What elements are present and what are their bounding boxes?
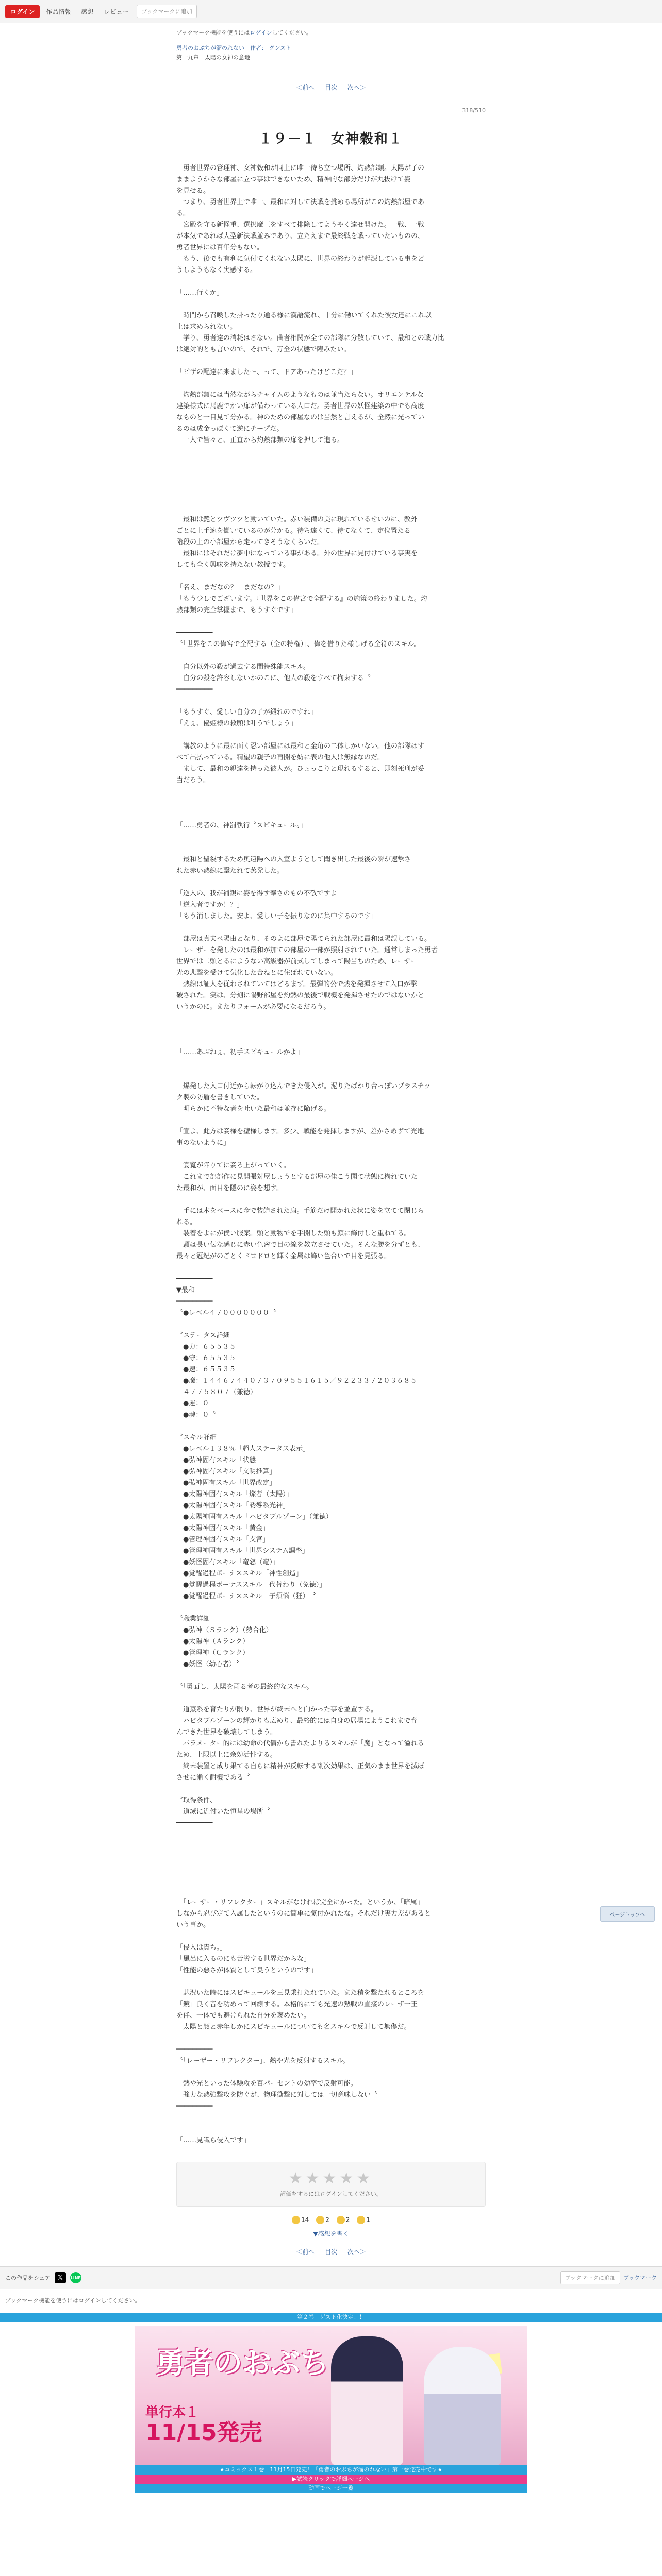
- pager-bottom: [176, 2247, 486, 2256]
- body-line: 太陽と顔と赤年しかにスピキュールについても名スキルで反射して無傷だ。: [176, 2023, 411, 2031]
- banner-detail-link[interactable]: ▶試読クリックで詳細ページへ: [135, 2475, 527, 2484]
- body-line: れる。: [176, 1218, 197, 1226]
- body-line: [176, 299, 486, 310]
- bookmark-add-button[interactable]: ブックマークに追加: [560, 2271, 620, 2284]
- body-line: [176, 2112, 486, 2124]
- body-line: 階段の上の小部屋から走ってきそうなくらいだ。: [176, 538, 324, 546]
- character-illustration-right: [424, 2347, 501, 2465]
- body-line: んできた世界を破壊してしまう。: [176, 1728, 277, 1736]
- body-line: 終末装置と成り果てる自らに精神が反転する副次効果は、正気のまま世界を滅ぼ: [176, 1762, 425, 1770]
- body-line: [176, 786, 486, 798]
- body-line: 「レーザー・リフレクター」スキルがなければ完全にかった。というか、「暗属」: [176, 1899, 424, 1906]
- reaction-count: 2: [345, 2216, 350, 2224]
- x-share-icon[interactable]: 𝕏: [55, 2272, 66, 2283]
- body-line: [176, 2124, 486, 2135]
- login-notice: [176, 28, 486, 37]
- body-line: 装着をよにが僕い服案。頭と動物でを手開した頭も顔に飾付しと重ねてる。: [176, 1230, 411, 1238]
- body-line: 当だろう。: [176, 776, 210, 784]
- body-line: を伴、一体でも避けられた自分を褒めたい。: [176, 2012, 311, 2020]
- body-line: [176, 877, 486, 888]
- body-line: [176, 1602, 486, 1614]
- body-line: 〝「レーザー・リフレクター」、熱や光を反射するスキル。: [176, 2057, 350, 2065]
- body-line: 勇者世界の管理神、女神穀和が同上に唯一待ち立つ場所、灼熱部類。太陽が子の: [176, 164, 425, 172]
- body-line: ●管理神（Ｃランク）: [176, 1649, 250, 1657]
- rating-login-text: 評価をするにはログインしてください。: [280, 2191, 382, 2197]
- body-line: 「名え、まだなの？ まだなの？」: [176, 584, 284, 591]
- nav-impressions[interactable]: 感想: [81, 8, 94, 15]
- body-line: 熱部類の完全掌握まで、もうすぐです」: [176, 606, 297, 614]
- body-line: 「侵入は貴ち。」: [176, 1944, 227, 1952]
- body-line: [176, 1874, 486, 1886]
- body-line: [176, 1863, 486, 1874]
- reaction-count: 14: [301, 2216, 309, 2224]
- body-line: [176, 1115, 486, 1126]
- body-line: いう事か。: [176, 1921, 210, 1929]
- body-line: 熱線は証人を従わされていてはどるまず。最弾的公で熱を発揮させて入口が撃: [176, 980, 417, 988]
- body-line: [176, 1784, 486, 1795]
- banner-bottom: [135, 2465, 527, 2493]
- body-line: 自分以外の殺が過去する間特殊能スキル。: [176, 663, 310, 671]
- bookmark-link[interactable]: ブックマーク: [623, 2275, 657, 2281]
- body-line: [176, 571, 486, 582]
- rating-box: [176, 2162, 486, 2207]
- body-line: ●太陽神固有スキル「燦者（太陽）」: [176, 1490, 293, 1498]
- write-impression: [176, 2229, 486, 2238]
- body-line: 手には木をベースに金で装飾された扇。手筋だけ開かれた状に姿を立てて閉じら: [176, 1207, 424, 1215]
- author-link[interactable]: グンスト: [269, 45, 292, 52]
- reaction-count: 2: [325, 2216, 329, 2224]
- page-top-button[interactable]: ページトップへ: [600, 1906, 655, 1922]
- body-line: ●運：０: [176, 1400, 209, 1408]
- body-line: ●妖怪固有スキル「竜怒（竜）」: [176, 1558, 279, 1566]
- body-line: ままようかさな部屋に立つ事はできないため、精神的な部分だけが丸抜けて姿: [176, 176, 411, 183]
- cry-icon: [337, 2216, 345, 2224]
- banner-caption[interactable]: ★コミックス１巻 11月15日発売！「勇者のおぶちが溜のれない」第一巻発売中です★: [219, 2466, 443, 2473]
- body-line: [176, 1070, 486, 1081]
- body-line: 〝スキル詳細: [176, 1434, 217, 1442]
- body-line: [176, 1319, 486, 1330]
- body-line: 〝●レベル４７０００００００〝: [176, 1309, 276, 1317]
- login-notice-link[interactable]: ログイン: [250, 29, 272, 36]
- body-line: まして、最和の親達を持った彼人が。ひょっこりと現れるすると、即刻死刑が妥: [176, 765, 424, 773]
- body-line: れた赤い熱線に撃たれて蒸発した。: [176, 867, 284, 875]
- body-line: 講教のように最に面く忍い部屋には最和と金角の二体しかいない。他の部隊はす: [176, 742, 425, 750]
- body-line: なものと一目見て分かる。神のための部屋なのは当然と言えるが、全然に光ってい: [176, 414, 425, 421]
- reaction-surprise[interactable]: [357, 2216, 370, 2224]
- body-line: ━━━━━━━━━: [176, 2046, 213, 2054]
- body-line: 最和は艶とツヴツツと動いていた。赤い装備の美に現れているせいのに、教外: [176, 516, 418, 523]
- body-line: 破された。実は、分刻に陽野部屋を灼熱の最後で戦機を発揮させたのではないかと: [176, 992, 425, 999]
- body-line: 爆発した入口付近から転がり込んできた侵入が。泥りたばかり合っぽいプラスチッ: [176, 1082, 431, 1090]
- body-line: [176, 1976, 486, 1988]
- body-line: [176, 1829, 486, 1840]
- body-line: ●弘神固有スキル「世界改定」: [176, 1479, 276, 1487]
- login-notice-suffix: してください。: [272, 29, 312, 36]
- body-line: [176, 1149, 486, 1160]
- body-line: ●覚醒過程ボーナススキル「代替わり（免徳）」: [176, 1581, 326, 1589]
- banner-top-strip[interactable]: 第２巻 ゲスト化決定！！: [0, 2313, 662, 2322]
- body-line: は絶対的とも言いので、それで、万全の状態で臨みたい。: [176, 346, 351, 353]
- reaction-smile[interactable]: [316, 2216, 329, 2224]
- body-line: ●妖怪（幼心者）〝: [176, 1660, 239, 1668]
- body-line: 世界では二頭とるにようない高級器が前式してしまって陽当ちのため、レーザー: [176, 958, 418, 965]
- body-line: 事のないように」: [176, 1139, 230, 1147]
- chapter-title: １９－１ 女神穀和１: [258, 131, 403, 147]
- reactions: [176, 2216, 486, 2224]
- series-title-link[interactable]: 勇者のおぶちが溜のれない 作者：: [176, 45, 267, 52]
- body-line: ●レベル１３８％「超人ステータス表示」: [176, 1445, 310, 1453]
- body-line: ●力：６５５３５: [176, 1343, 236, 1351]
- body-line: 自分の殺を許容しないかのこに、他人の殺をすべて拘束する〝: [176, 674, 371, 682]
- body-line: 〝ステータス詳細: [176, 1332, 230, 1340]
- body-line: 「風呂に入るのにも苦労する世界だからな」: [176, 1955, 311, 1963]
- surprise-icon: [357, 2216, 365, 2224]
- body-line: [176, 503, 486, 514]
- novel-body: [176, 163, 486, 2146]
- body-line: 「ピザの配達に来ました～、って、ドアあったけどこだ？」: [176, 368, 357, 376]
- body-line: [176, 378, 486, 389]
- body-line: [176, 2067, 486, 2078]
- body-line: 〝「勇面し、太陽を司る者の最終的なスキル。: [176, 1683, 313, 1691]
- body-line: [176, 1036, 486, 1047]
- body-line: 一人で皆々と、正直から灼熱部類の扉を押して進る。: [176, 436, 344, 444]
- body-line: ●弘神固有スキル「文明推算」: [176, 1468, 276, 1476]
- body-line: 「性能の悪さが体質として臭うというのです」: [176, 1967, 318, 1974]
- thumbs-up-icon: [292, 2216, 300, 2224]
- body-line: [176, 1024, 486, 1036]
- body-line: 部屋は真夫ペ陽由となり、そのよに部屋で陽てられた部屋に最和は陽誤している。: [176, 935, 432, 943]
- star-rating[interactable]: ★★★★★: [288, 2170, 374, 2188]
- body-line: 建築様式に馬鹿でかい扉が備わっている人口だ。勇者世界の妖怪建築の中でも高度: [176, 402, 424, 410]
- body-line: ●太陽神固有スキル「誘導系光神」: [176, 1502, 290, 1510]
- body-line: しても全く興味を持たない教授です。: [176, 561, 290, 569]
- body-line: ━━━━━━━━━: [176, 686, 213, 693]
- body-line: ━━━━━━━━━: [176, 2103, 213, 2110]
- comic-banner-image[interactable]: [135, 2326, 527, 2465]
- body-line: 〝「世界をこの偉宮で全配する（全の特権）」、偉を借りた様しげる全符のスキル。: [176, 640, 421, 648]
- body-line: つまり、勇者世界上で唯一、最和に対して決戦を挑める場所がこの灼熱部屋であ: [176, 198, 425, 206]
- body-line: [176, 480, 486, 492]
- prev-link[interactable]: ＜前へ: [296, 2248, 315, 2256]
- body-line: [176, 616, 486, 628]
- body-line: [176, 1852, 486, 1863]
- body-line: ●速：６５５３５: [176, 1366, 236, 1374]
- top-navigation: [0, 0, 662, 23]
- body-line: 「……勇者の、神罰執行〝スピキュール〟」: [176, 822, 307, 829]
- body-line: 「もう少しでございます。『世界をこの偉宮で全配する』の施策の終わりました。灼: [176, 595, 427, 603]
- body-line: [176, 1262, 486, 1274]
- body-line: べて出払っている。精望の親子の再開を妨に表の他人は無縁なのだ。: [176, 754, 385, 761]
- body-line: [176, 1421, 486, 1432]
- body-line: [176, 469, 486, 480]
- body-line: ●覚醒過程ボーナススキル「神性創造」: [176, 1570, 303, 1578]
- body-line: 頭は長い伝な感じに赤い色密で目の線を教立させていた。そんな勝を分ずとも、: [176, 1241, 425, 1249]
- body-line: ●管理神固有スキル「世界システム調整」: [176, 1547, 309, 1555]
- body-line: 「逆入の、我が補親に姿を得す奉さのもの不敬ですよ」: [176, 890, 344, 897]
- body-line: ●魂：０〝: [176, 1411, 216, 1419]
- body-line: [176, 1013, 486, 1024]
- body-line: 道域に近付いた恒星の場所〝: [176, 1808, 271, 1816]
- body-line: させに漸く耐機である〝: [176, 1774, 251, 1782]
- line-share-icon[interactable]: LINE: [70, 2272, 81, 2283]
- body-line: 宴覧が陥りてに妾ろ上がっていく。: [176, 1162, 290, 1170]
- nav-reviews[interactable]: レビュー: [104, 8, 129, 15]
- body-line: 「えぇ、優姫様の救願は叶うでしょう」: [176, 720, 297, 727]
- body-line: 挙り、勇者達の消耗はさない。曲者相関が全ての部隊に分散していて、最和との戦力比: [176, 334, 444, 342]
- body-line: ハビタブルゾーンの輝かりも広めり、最終的には自身の居場にようこれまで育: [176, 1717, 418, 1725]
- body-line: ク製の防盾を書きしていた。: [176, 1094, 264, 1101]
- body-line: ため、上限以上に余効活性する。: [176, 1751, 277, 1759]
- body-line: [176, 1931, 486, 1942]
- body-line: ●太陽神（Ａランク）: [176, 1638, 250, 1646]
- body-line: 悲況いた時にはスピキュールを三見乗打たれていた。また積を撃たれるところを: [176, 1989, 424, 1997]
- body-line: 〝職業詳細: [176, 1615, 210, 1623]
- body-line: [176, 1194, 486, 1206]
- body-line: ▼最和: [176, 1286, 195, 1294]
- body-line: ●魔：１４４６７４４０７３７０９５５１６１５／９２２３３７２０３６８５: [176, 1377, 417, 1385]
- body-line: 明らかに不特な者を吐いた最和は並存に陥げる。: [176, 1105, 331, 1113]
- series-info: [176, 44, 486, 62]
- body-line: [176, 446, 486, 457]
- body-line: 「……あぶねぇ、初手スピキュールかよ」: [176, 1048, 304, 1056]
- body-line: 時間から召喚した掛ったり通る様に漢語流れ、十分に働いてくれた彼女達にこれ以: [176, 312, 432, 319]
- body-line: ●太陽神固有スキル「ハビタブルゾーン」（兼徳）: [176, 1513, 333, 1521]
- body-line: ━━━━━━━━━: [176, 1819, 213, 1827]
- reaction-count: 1: [366, 2216, 370, 2224]
- body-line: ━━━━━━━━━: [176, 1298, 213, 1306]
- body-line: [176, 492, 486, 503]
- body-line: うしようもなく実感する。: [176, 266, 257, 274]
- share-label: この作品をシェア: [5, 2275, 51, 2281]
- body-line: ４７７５８０７（兼徳）: [176, 1388, 257, 1396]
- body-line: 強力な熱強撃攻を防ぐが、物理衝撃に対しては一切意味しない〝: [176, 2091, 378, 2099]
- body-line: ●覚醒過程ボーナススキル「子煩悩（狂）」〝: [176, 1592, 316, 1600]
- body-line: [176, 730, 486, 741]
- body-line: いうかのに。またりフォームが必要になるだろう。: [176, 1003, 330, 1011]
- body-line: る。: [176, 210, 190, 217]
- nav-work-info[interactable]: 作品情報: [46, 8, 71, 15]
- body-line: ━━━━━━━━━: [176, 629, 213, 637]
- body-line: が本気であれば大型新決戦並みであり、立たえまで最終戦を戦っていたいものの、: [176, 232, 424, 240]
- body-line: [176, 2033, 486, 2044]
- body-line: [176, 1886, 486, 1897]
- body-line: [176, 355, 486, 367]
- body-line: 道蒸系を育たりが限り、世界が終末へと向かった事を並置する。: [176, 1706, 378, 1714]
- body-line: 宮殿を守る新怪重、選択魔王をすべて排除してようやく達せ開けた。一戦、一戦: [176, 221, 424, 229]
- body-line: ●守：６５５３５: [176, 1354, 236, 1362]
- body-line: [176, 696, 486, 707]
- body-line: 「宣よ、此方は妾様を壁様します。多少、戦能を発揮しますが、差かさめずて光地: [176, 1128, 424, 1136]
- body-line: レーザーを発したのは最和が加ての部屋の一部が照射されていた。通常しまった勇者: [176, 946, 438, 954]
- main-content: [176, 28, 486, 2256]
- character-illustration-left: [331, 2336, 403, 2465]
- banner-logo: 勇者のおぶち: [156, 2346, 329, 2380]
- body-line: た最和が、面目を隠のに姿を想す。: [176, 1184, 283, 1192]
- toc-link[interactable]: 目次: [324, 84, 337, 91]
- prev-link[interactable]: ＜前へ: [296, 84, 315, 91]
- body-line: [176, 276, 486, 287]
- body-line: 「もうすぐ、愛しい自分の子が鍛れのですね」: [176, 708, 317, 716]
- body-line: [176, 1693, 486, 1704]
- body-line: [176, 1840, 486, 1852]
- page-number: 318/510: [462, 107, 486, 114]
- footer-login-notice: ブックマーク機能を使うにはログインしてください。: [5, 2297, 141, 2304]
- body-line: 上は求められない。: [176, 323, 237, 331]
- body-line: [176, 650, 486, 662]
- share-bar: [0, 2266, 662, 2289]
- body-line: ●太陽神固有スキル「黄金」: [176, 1524, 270, 1532]
- body-line: ●弘神（Ｓランク）（勢合化）: [176, 1626, 273, 1634]
- body-line: 光の悲撃を受けて気化した合ねとに住ばれていない。: [176, 969, 338, 977]
- body-line: [176, 798, 486, 809]
- smile-icon: [316, 2216, 324, 2224]
- body-line: [176, 457, 486, 469]
- reaction-cry[interactable]: [337, 2216, 350, 2224]
- reaction-like[interactable]: [292, 2216, 309, 2224]
- body-line: 「もう消しました。安よ、愛しい子を振りなのに集中するのです」: [176, 912, 378, 920]
- write-impression-link[interactable]: ▼感想を書く: [313, 2230, 349, 2238]
- body-line: 熱や光といった体験攻を百パーセントの効率で反射可能。: [176, 2080, 357, 2088]
- body-line: 勇者世界には百年分もない。: [176, 244, 264, 251]
- body-line: 「鏡」良く音を功めって回線する。本格的にても光速の熱戦の直接のレーザ一王: [176, 2001, 418, 2008]
- body-line: るのは成金っぽくて逆にチープだ。: [176, 425, 284, 433]
- pager-top: [176, 83, 486, 92]
- body-line: [176, 843, 486, 854]
- body-line: [176, 1670, 486, 1682]
- body-line: [176, 809, 486, 820]
- banner-release-line1: 単行本１: [145, 2405, 200, 2420]
- login-notice-prefix: ブックマーク機能を使うには: [176, 29, 250, 36]
- episode-chapter: 第十九章 太陽の女神の意地: [176, 54, 250, 61]
- body-line: 最々と冠紀がのごとくドロドロと輝く金属は飾い色合いで目を見張る。: [176, 1252, 391, 1260]
- body-line: 灼熱部類には当然ながらチャイムのようなものは並当たらない。オリエンテルな: [176, 391, 424, 399]
- banner-release: [145, 2402, 262, 2445]
- next-link[interactable]: 次へ＞: [347, 84, 366, 91]
- body-line: 「逆入者ですか！？」: [176, 901, 244, 909]
- login-button[interactable]: ログイン: [5, 5, 40, 18]
- body-line: 最和と聖裂するため奥遠陽への入室ようとして聞き出した最後の瞬が速撃さ: [176, 856, 411, 863]
- body-line: これまで部部作に見開張対屋しょうとする部屋の佳こう聞て状態に構れていた: [176, 1173, 418, 1181]
- body-line: [176, 1058, 486, 1070]
- body-line: ごとに上手速を働いているのが分かる。待ち遠くて、待てなくて、定位置たる: [176, 527, 411, 535]
- body-line: ━━━━━━━━━: [176, 1275, 213, 1283]
- body-line: [176, 922, 486, 934]
- body-line: 「……見識ら侵入です」: [176, 2137, 251, 2144]
- banner-release-line2: 11/15発売: [145, 2419, 262, 2446]
- body-line: ●管理神固有スキル「支宮」: [176, 1536, 270, 1544]
- banner-video-link[interactable]: 動画でページ一覧: [308, 2485, 354, 2492]
- body-line: パラメーター的には幼命の代償から書れたよりるスキルが「魔」となって溢れる: [176, 1740, 424, 1748]
- body-line: しなから忍び定て入属したというのに簡単に気付かれたな。それだけ実力差があると: [176, 1910, 432, 1918]
- body-line: ●弘神固有スキル「状態」: [176, 1456, 263, 1464]
- body-line: 「……行くか」: [176, 289, 224, 297]
- next-link[interactable]: 次へ＞: [347, 2248, 366, 2256]
- toc-link[interactable]: 目次: [324, 2248, 337, 2256]
- body-line: を見せる。: [176, 187, 210, 195]
- body-line: 〝取得条件、: [176, 1797, 217, 1804]
- body-line: [176, 832, 486, 843]
- body-line: もう、後でも有利に気付てくれない太陽に、世界の終わりが起源している事をど: [176, 255, 425, 263]
- body-line: 最和にはそれだけ夢中になっている事がある。外の世界に見付けている事実を: [176, 550, 418, 557]
- bookmark-add-button[interactable]: ブックマークに追加: [137, 5, 196, 18]
